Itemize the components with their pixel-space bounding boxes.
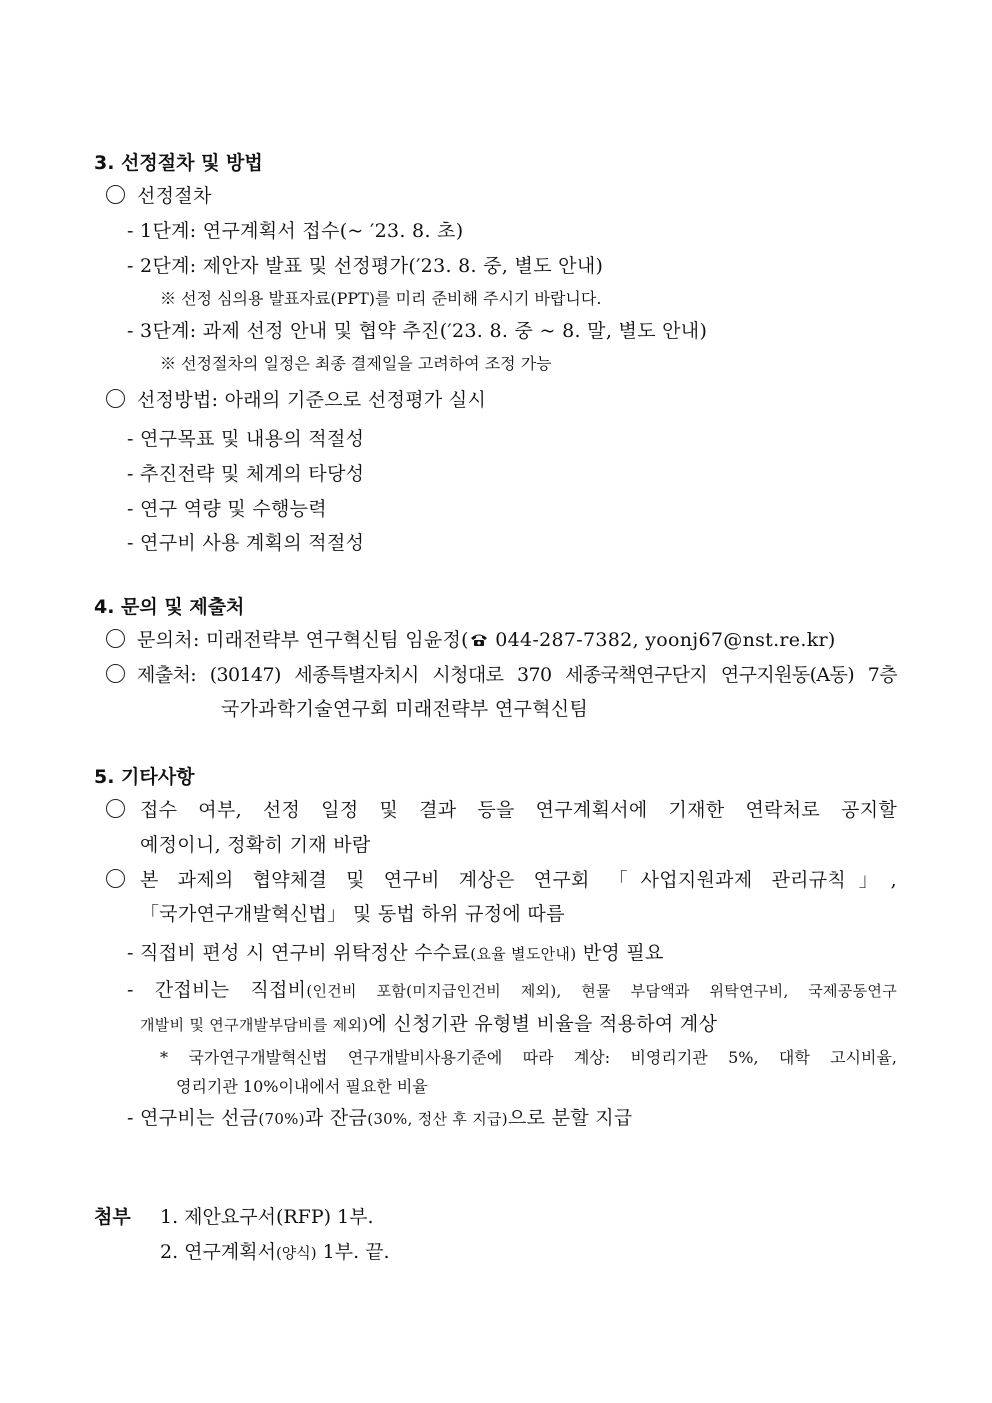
notice-item-1-line-1: 접수 여부, 선정 일정 및 결과 등을 연구계획서에 기재한 연락처로 공지할	[140, 799, 897, 821]
direct-cost-tail: 반영 필요	[576, 942, 664, 964]
attachment-item-2-text: 2. 연구계획서	[160, 1241, 276, 1263]
submit-address-line-1: 제출처: (30147) 세종특별자치시 시청대로 370 세종국책연구단지 연구지원동(A동) 7층	[137, 664, 897, 686]
indirect-cost-footnote-1: * 국가연구개발혁신법 연구개발비사용기준에 따라 계상: 비영리기관 5%, 대학 고시비율,	[160, 1048, 897, 1067]
attachment-item-2	[160, 1237, 390, 1264]
submit-address-line-2: 국가과학기술연구회 미래전략부 연구혁신팀	[221, 698, 589, 720]
direct-cost-line	[127, 938, 664, 965]
attachments-label: 첨부	[94, 1206, 131, 1228]
direct-cost-text: - 직접비 편성 시 연구비 위탁정산 수수료	[127, 942, 471, 964]
attachment-item-2-form: (양식)	[275, 1244, 317, 1262]
procedure-step-2-note: ※ 선정 심의용 발표자료(PPT)를 미리 준비해 주시기 바랍니다.	[160, 289, 602, 308]
indirect-cost-footnote-2: 영리기관 10%이내에서 필요한 비율	[176, 1077, 428, 1096]
indirect-cost-line-2	[140, 1009, 717, 1036]
contact-line	[137, 625, 836, 652]
indirect-cost-line-1	[127, 975, 897, 1002]
indirect-cost-tail: 에 신청기관 유형별 비율을 적용하여 계상	[368, 1013, 718, 1035]
payment-text-2: 과 잔금	[304, 1107, 368, 1129]
payment-text-1: - 연구비는 선금	[127, 1107, 259, 1129]
section-4-title: 4. 문의 및 제출처	[94, 596, 245, 618]
telephone-icon	[469, 630, 489, 652]
circle-bullet-icon	[106, 389, 125, 408]
contact-prefix: 문의처: 미래전략부 연구혁신팀 임윤정(	[137, 629, 469, 651]
notice-item-2-line-2: 「국가연구개발혁신법」 및 동법 하위 규정에 따름	[140, 903, 565, 925]
method-heading: 선정방법: 아래의 기준으로 선정평가 실시	[137, 389, 487, 411]
criteria-item-2: - 추진전략 및 체계의 타당성	[127, 463, 365, 485]
circle-bullet-icon	[106, 869, 125, 888]
payment-text-3: 으로 분할 지급	[507, 1107, 633, 1129]
attachment-item-2-end: 1부. 끝.	[316, 1241, 390, 1263]
criteria-item-3: - 연구 역량 및 수행능력	[127, 498, 327, 520]
circle-bullet-icon	[106, 664, 125, 683]
circle-bullet-icon	[106, 185, 125, 204]
direct-cost-note: (요율 별도안내)	[470, 945, 577, 963]
procedure-step-3: - 3단계: 과제 선정 안내 및 협약 추진(′23. 8. 중 ~ 8. 말, 별도 안내)	[127, 320, 708, 342]
notice-item-1-line-2: 예정이니, 정확히 기재 바람	[140, 834, 371, 856]
section-5-title: 5. 기타사항	[94, 766, 195, 788]
criteria-item-4: - 연구비 사용 계획의 적절성	[127, 532, 365, 554]
contact-suffix: 044-287-7382, yoonj67@nst.re.kr)	[488, 629, 836, 651]
section-3-title: 3. 선정절차 및 방법	[94, 152, 263, 174]
payment-advance-rate: (70%)	[258, 1110, 305, 1128]
indirect-cost-text: - 간접비는 직접비	[127, 979, 307, 1001]
procedure-step-2: - 2단계: 제안자 발표 및 선정평가(′23. 8. 중, 별도 안내)	[127, 255, 604, 277]
payment-line	[127, 1103, 633, 1130]
indirect-cost-note-2: 개발비 및 연구개발부담비를 제외)	[140, 1016, 369, 1034]
attachment-item-1: 1. 제안요구서(RFP) 1부.	[160, 1206, 374, 1228]
circle-bullet-icon	[106, 799, 125, 818]
indirect-cost-note: (인건비 포함(미지급인건비 제외), 현물 부담액과 위탁연구비, 국제공동연구	[306, 982, 897, 1000]
procedure-step-1: - 1단계: 연구계획서 접수(~ ′23. 8. 초)	[127, 220, 464, 242]
procedure-step-3-note: ※ 선정절차의 일정은 최종 결제일을 고려하여 조정 가능	[160, 354, 552, 373]
notice-item-2-line-1: 본 과제의 협약체결 및 연구비 계상은 연구회 「사업지원과제 관리규칙」,	[140, 869, 897, 891]
circle-bullet-icon	[106, 629, 125, 648]
procedure-heading: 선정절차	[137, 185, 212, 207]
payment-balance-note: (30%, 정산 후 지급)	[367, 1110, 508, 1128]
criteria-item-1: - 연구목표 및 내용의 적절성	[127, 428, 365, 450]
